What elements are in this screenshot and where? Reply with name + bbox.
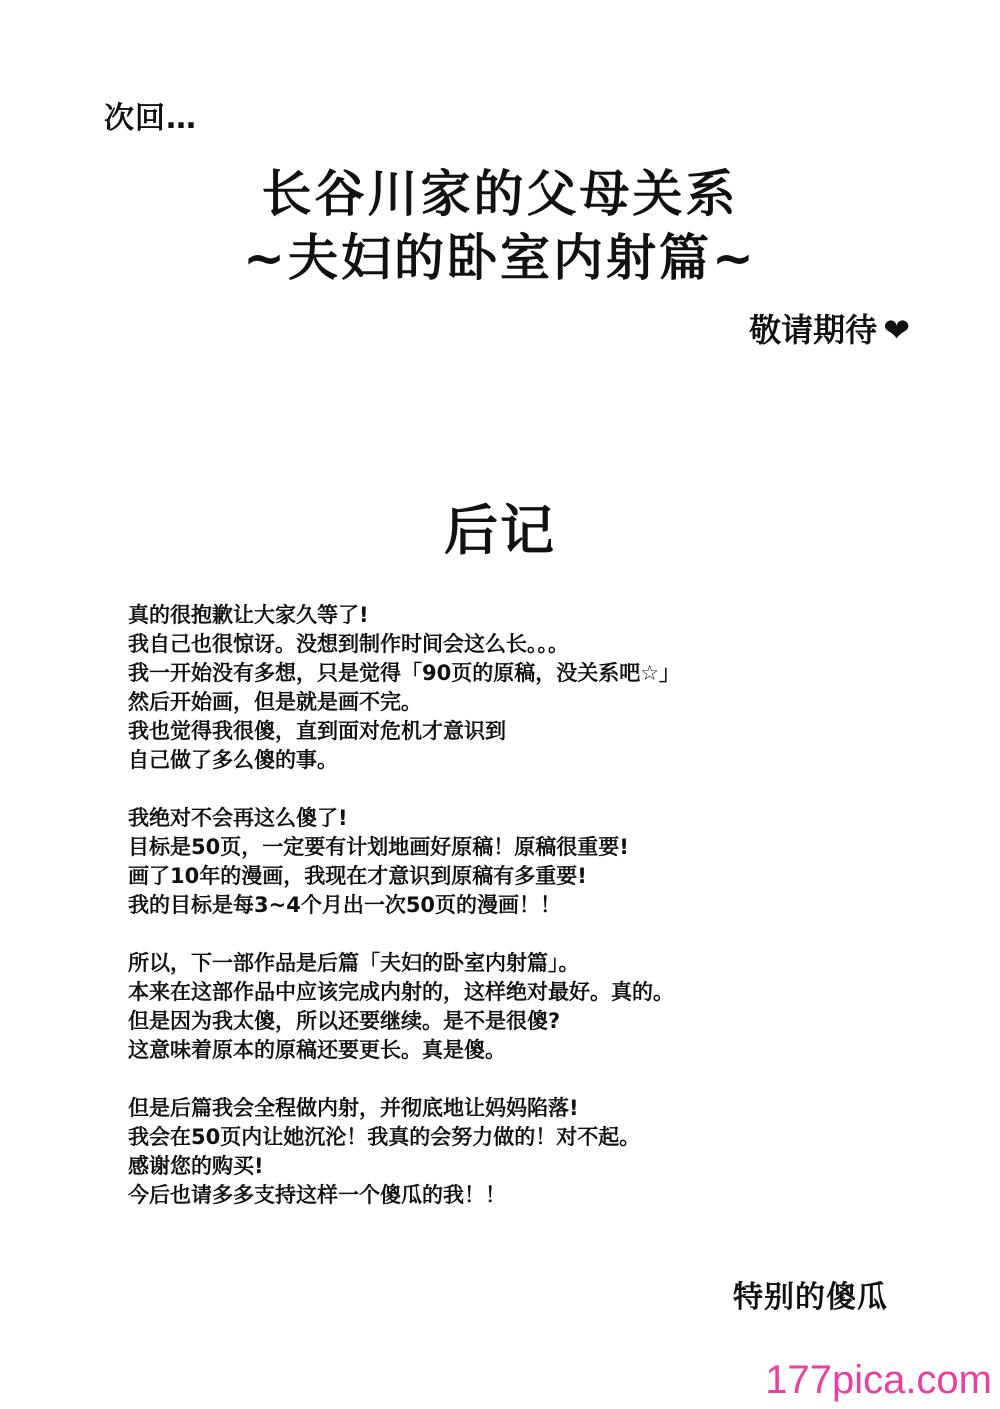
looking-forward-text: 敬请期待	[749, 311, 878, 349]
afterword-line: 感谢您的购买!	[128, 1154, 264, 1178]
afterword-heading: 后记	[444, 499, 556, 562]
next-chapter-label: 次回…	[104, 101, 197, 136]
afterword-line: 目标是50页，一定要有计划地画好原稿！原稿很重要!	[128, 835, 629, 859]
afterword-line: 我也觉得我很傻，直到面对危机才意识到	[128, 719, 506, 743]
afterword-line: 自己做了多么傻的事。	[128, 748, 338, 772]
afterword-line: 我的目标是每3~4个月出一次50页的漫画！！	[128, 893, 562, 917]
looking-forward-note	[749, 305, 910, 351]
afterword-line: 但是因为我太傻，所以还要继续。是不是很傻?	[128, 1009, 561, 1033]
afterword-line: 我一开始没有多想，只是觉得「90页的原稿，没关系吧☆」	[128, 661, 681, 685]
afterword-line: 今后也请多多支持这样一个傻瓜的我！！	[128, 1183, 506, 1207]
site-watermark: 177pica.com	[765, 1358, 992, 1402]
afterword-line: 我自己也很惊讶。没想到制作时间会这么长。。。	[128, 632, 569, 656]
afterword-line: 所以，下一部作品是后篇「夫妇的卧室内射篇」。	[128, 951, 580, 975]
afterword-line: 然后开始画，但是就是画不完。	[128, 690, 422, 714]
afterword-line: 画了10年的漫画，我现在才意识到原稿有多重要!	[128, 864, 587, 888]
next-title-line-1: 长谷川家的父母关系	[261, 165, 739, 223]
afterword-line: 真的很抱歉让大家久等了!	[128, 603, 369, 627]
afterword-paragraph-4	[128, 1094, 888, 1210]
next-chapter-title	[0, 162, 1000, 290]
afterword-line: 我绝对不会再这么傻了!	[128, 806, 348, 830]
afterword-body	[128, 601, 888, 1239]
author-signature: 特别的傻瓜	[733, 1280, 888, 1315]
afterword-line: 我会在50页内让她沉沦！我真的会努力做的！对不起。	[128, 1125, 641, 1149]
afterword-line: 这意味着原本的原稿还要更长。真是傻。	[128, 1038, 506, 1062]
afterword-line: 本来在这部作品中应该完成内射的，这样绝对最好。真的。	[128, 980, 674, 1004]
afterword-paragraph-1	[128, 601, 888, 775]
afterword-line: 但是后篇我会全程做内射，并彻底地让妈妈陷落!	[128, 1096, 579, 1120]
next-title-line-2: ~夫妇的卧室内射篇~	[243, 229, 757, 287]
afterword-paragraph-2	[128, 804, 888, 920]
heart-icon: ❤	[883, 311, 910, 349]
afterword-paragraph-3	[128, 949, 888, 1065]
